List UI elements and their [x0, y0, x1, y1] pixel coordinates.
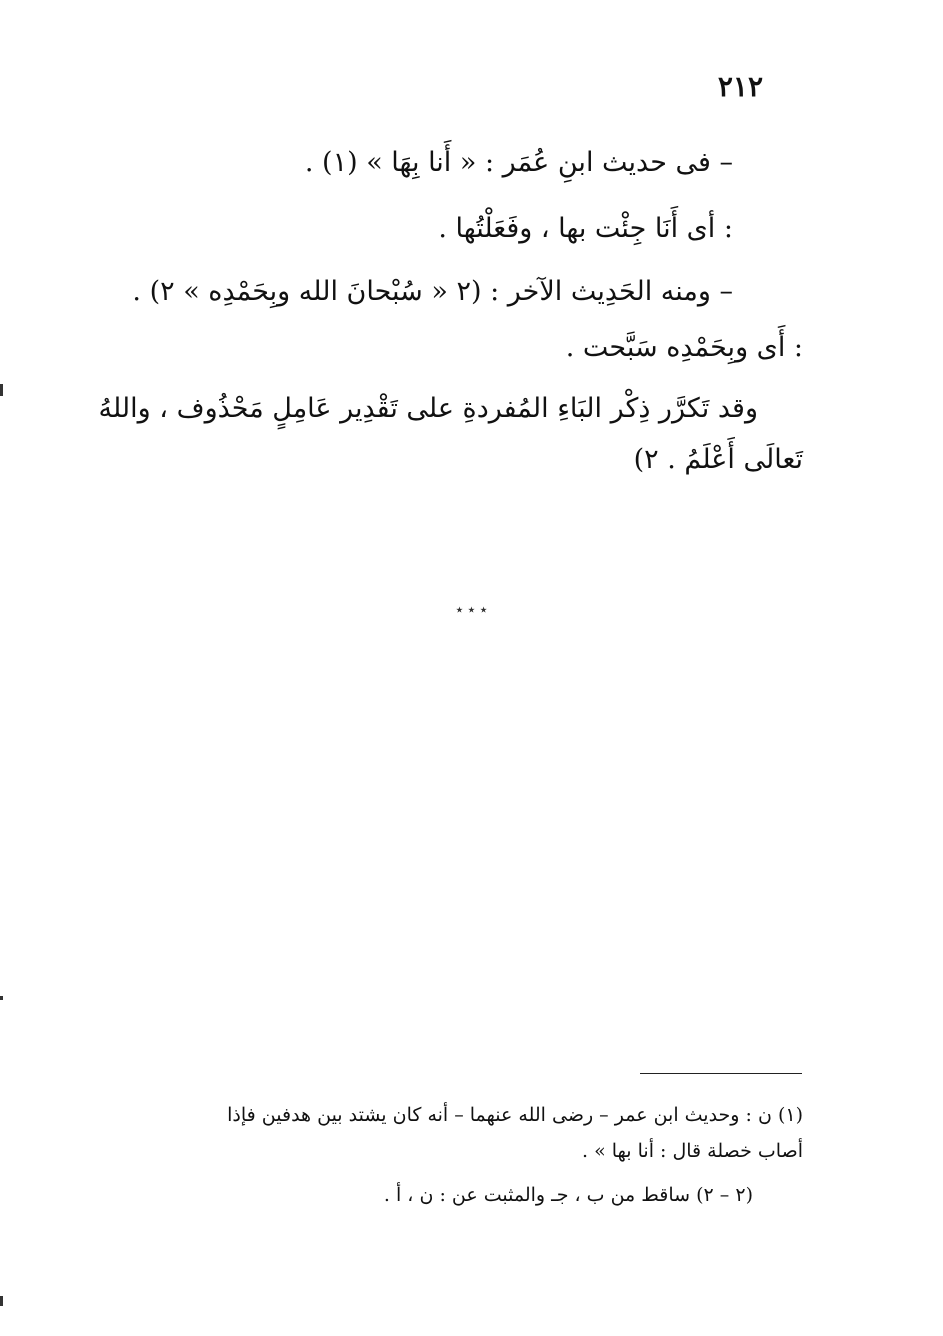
text-line: : أى أَنَا جِئْت بها ، وفَعَلْتُها . [438, 213, 733, 244]
section-separator: ٭ ٭ ٭ [455, 602, 488, 618]
footnote-line: (١) ن : وحديث ابن عمر – رضى الله عنهما – أنه كان يشتد بين هدفين فإذا [227, 1104, 803, 1126]
scan-edge-mark [0, 996, 3, 1000]
text-line: – فى حديث ابنِ عُمَر : « أَنا بِهَا » (١) . [304, 147, 733, 178]
footnote-rule [640, 1073, 802, 1074]
footnote-line: أصاب خصلة قال : أنا بها » . [582, 1140, 803, 1162]
text-line: وقد تَكرَّر ذِكْر البَاءِ المُفردةِ على تَقْدِير عَامِلٍ مَحْذُوف ، واللهُ [98, 393, 758, 424]
text-line: : أَى وبِحَمْدِه سَبَّحت . [565, 332, 803, 363]
scan-edge-mark [0, 1296, 3, 1306]
text-line: تَعالَى أَعْلَمُ . ٢) [633, 444, 803, 475]
text-line: – ومنه الحَدِيث الآخر : (٢ « سُبْحانَ الله وبِحَمْدِه » ٢) . [132, 276, 733, 307]
footnote-line: (٢ – ٢) ساقط من ب ، جـ والمثبت عن : ن ، أ . [383, 1184, 753, 1206]
page-number: ٢١٢ [717, 70, 763, 103]
scan-edge-mark [0, 384, 3, 396]
